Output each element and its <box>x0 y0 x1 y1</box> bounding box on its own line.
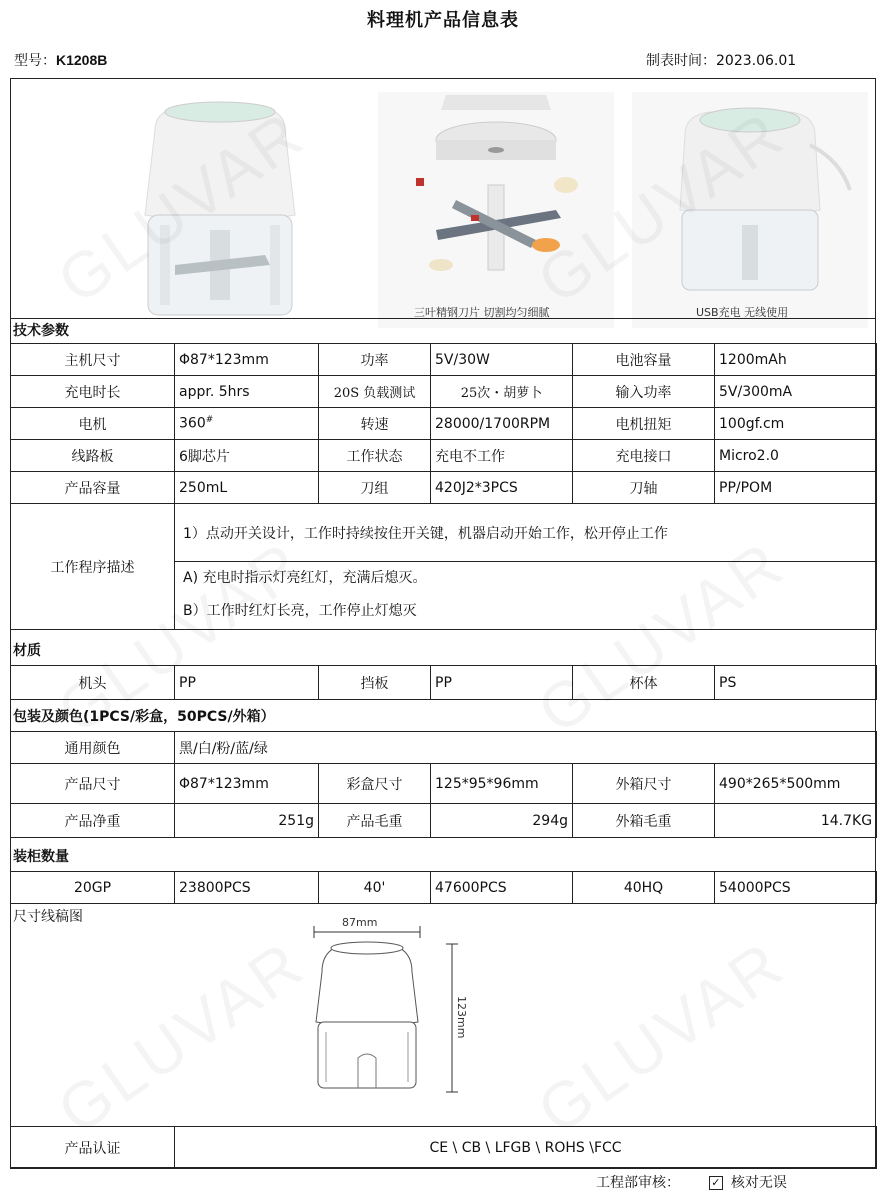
table-row <box>11 1127 877 1169</box>
tech-value: appr. 5hrs <box>175 376 319 408</box>
tech-label: 功率 <box>319 344 431 376</box>
product-photo-blades <box>376 90 616 330</box>
tech-value: 28000/1700RPM <box>431 408 573 440</box>
tech-label: 刀组 <box>319 472 431 504</box>
section-material: 材质 <box>13 643 41 659</box>
container-value: 23800PCS <box>175 872 319 904</box>
size-value: 125*95*96mm <box>431 764 573 804</box>
material-table <box>10 665 877 700</box>
material-label: 挡板 <box>319 666 431 700</box>
tech-value: 1200mAh <box>715 344 877 376</box>
tech-label: 产品容量 <box>11 472 175 504</box>
procedure-line: 1）点动开关设计，工作时持续按住开关键，机器启动开始工作，松开停止工作 <box>175 504 877 562</box>
size-label: 产品尺寸 <box>11 764 175 804</box>
color-value: 黑/白/粉/蓝/绿 <box>175 732 877 764</box>
material-value: PS <box>715 666 877 700</box>
size-value: Φ87*123mm <box>175 764 319 804</box>
review-checkbox[interactable]: ✓ <box>709 1176 723 1190</box>
packaging-table <box>10 731 877 838</box>
procedure-label: 工作程序描述 <box>11 504 175 630</box>
tech-value: 25次・胡萝卜 <box>431 376 573 408</box>
tech-label: 刀轴 <box>573 472 715 504</box>
tech-value: 100gf.cm <box>715 408 877 440</box>
tech-table <box>10 343 877 504</box>
procedure-line: A) 充电时指示灯亮红灯，充满后熄灭。 <box>175 562 877 592</box>
tech-value: 5V/30W <box>431 344 573 376</box>
certification-value: CE \ CB \ LFGB \ ROHS \FCC <box>175 1127 877 1169</box>
table-row <box>11 764 877 804</box>
tech-label: 输入功率 <box>573 376 715 408</box>
model-label: 型号： <box>14 53 56 69</box>
weight-label: 产品毛重 <box>319 804 431 838</box>
table-row <box>11 376 877 408</box>
size-label: 彩盒尺寸 <box>319 764 431 804</box>
tech-label: 20S 负载测试 <box>319 376 431 408</box>
container-label: 40HQ <box>573 872 715 904</box>
motor-superscript: # <box>205 415 214 426</box>
tech-value: 420J2*3PCS <box>431 472 573 504</box>
certification-label: 产品认证 <box>11 1127 175 1169</box>
date-value: 2023.06.01 <box>716 53 797 69</box>
procedure-line: B）工作时红灯长亮，工作停止灯熄灭 <box>175 592 877 630</box>
page-title: 料理机产品信息表 <box>367 10 519 31</box>
caption-blades: 三叶精钢刀片 切割均匀细腻 <box>414 306 550 319</box>
tech-label: 充电时长 <box>11 376 175 408</box>
tech-value: 6脚芯片 <box>175 440 319 472</box>
tech-value: 充电不工作 <box>431 440 573 472</box>
dimension-drawing <box>300 912 490 1102</box>
table-row <box>11 472 877 504</box>
weight-label: 产品净重 <box>11 804 175 838</box>
weight-value: 294g <box>431 804 573 838</box>
review-info <box>596 1172 787 1192</box>
tech-label: 工作状态 <box>319 440 431 472</box>
table-row <box>11 504 877 562</box>
tech-label: 转速 <box>319 408 431 440</box>
table-row <box>11 872 877 904</box>
material-label: 杯体 <box>573 666 715 700</box>
tech-value: PP/POM <box>715 472 877 504</box>
container-label: 20GP <box>11 872 175 904</box>
table-row <box>11 666 877 700</box>
motor-value: 360 <box>179 415 206 432</box>
model-value: K1208B <box>56 52 108 68</box>
material-value: PP <box>175 666 319 700</box>
tech-value: 250mL <box>175 472 319 504</box>
divider <box>10 318 876 319</box>
container-value: 54000PCS <box>715 872 877 904</box>
tech-label: 电池容量 <box>573 344 715 376</box>
certification-table <box>10 1126 877 1169</box>
tech-label: 线路板 <box>11 440 175 472</box>
model-info <box>14 50 107 70</box>
tech-label: 充电接口 <box>573 440 715 472</box>
container-label: 40' <box>319 872 431 904</box>
date-info <box>646 50 796 70</box>
tech-label: 电机 <box>11 408 175 440</box>
container-table <box>10 871 877 904</box>
material-label: 机头 <box>11 666 175 700</box>
section-drawing: 尺寸线稿图 <box>13 909 83 925</box>
section-tech: 技术参数 <box>13 323 69 339</box>
material-value: PP <box>431 666 573 700</box>
tech-value: Φ87*123mm <box>175 344 319 376</box>
tech-value-motor <box>175 408 319 440</box>
table-row <box>11 344 877 376</box>
tech-value: Micro2.0 <box>715 440 877 472</box>
weight-label: 外箱毛重 <box>573 804 715 838</box>
procedure-table <box>10 503 877 630</box>
review-label: 工程部审核： <box>596 1175 680 1191</box>
product-photo-usb <box>630 90 870 330</box>
tech-label: 主机尺寸 <box>11 344 175 376</box>
section-container: 装柜数量 <box>13 849 69 865</box>
product-photo-main <box>120 90 320 330</box>
weight-value: 251g <box>175 804 319 838</box>
size-value: 490*265*500mm <box>715 764 877 804</box>
weight-value: 14.7KG <box>715 804 877 838</box>
size-label: 外箱尺寸 <box>573 764 715 804</box>
width-dimension: 87mm <box>342 916 378 929</box>
table-row <box>11 440 877 472</box>
caption-usb: USB充电 无线使用 <box>696 306 789 319</box>
date-label: 制表时间： <box>646 53 716 69</box>
table-row <box>11 408 877 440</box>
table-row <box>11 804 877 838</box>
tech-label: 电机扭矩 <box>573 408 715 440</box>
tech-value: 5V/300mA <box>715 376 877 408</box>
table-row <box>11 732 877 764</box>
section-packaging: 包装及颜色(1PCS/彩盒，50PCS/外箱） <box>13 709 275 725</box>
color-label: 通用颜色 <box>11 732 175 764</box>
container-value: 47600PCS <box>431 872 573 904</box>
review-status: 核对无误 <box>730 1175 787 1191</box>
height-dimension: 123mm <box>455 996 468 1039</box>
